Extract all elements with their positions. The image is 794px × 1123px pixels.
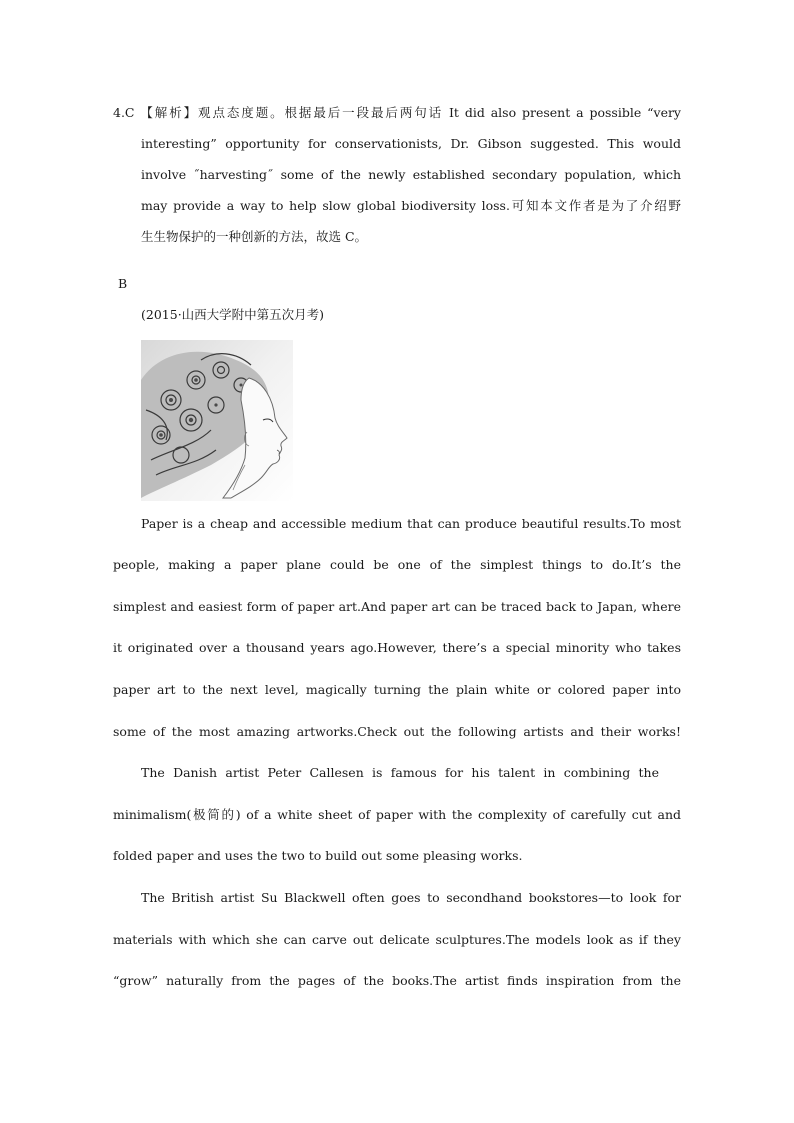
passage-line-9: folded paper and uses the two to build out some pleasing works.: [113, 848, 523, 863]
passage-line-4: it originated over a thousand years ago.However, there’s a special minority who takes: [113, 640, 681, 655]
passage-line-3: simplest and easiest form of paper art.And paper art can be traced back to Japan, where: [113, 599, 681, 614]
passage-line-1: Paper is a cheap and accessible medium that can produce beautiful results.To most: [141, 516, 681, 531]
passage-line-7: The Danish artist Peter Callesen is famous for his talent in combining the: [141, 765, 659, 780]
source-citation: (2015·山西大学附中第五次月考): [141, 307, 325, 322]
passage-line-11: materials with which she can carve out delicate sculptures.The models look as if they: [113, 932, 681, 947]
paper-art-portrait-illustration: [141, 340, 293, 501]
answer-line-2: interesting” opportunity for conservationists, Dr. Gibson suggested. This would: [141, 136, 681, 151]
section-label: B: [118, 276, 128, 291]
passage-line-10: The British artist Su Blackwell often goes to secondhand bookstores—to look for: [141, 890, 681, 905]
answer-line-3: involve ˝harvesting˝ some of the newly established secondary population, which: [141, 167, 681, 182]
passage-line-12: “grow” naturally from the pages of the books.The artist finds inspiration from the: [113, 973, 681, 988]
passage-line-5: paper art to the next level, magically turning the plain white or colored paper into: [113, 682, 681, 697]
answer-line-1: 4.C 【解析】观点态度题。根据最后一段最后两句话 It did also present a possible “very: [113, 105, 681, 120]
answer-line-4: may provide a way to help slow global biodiversity loss.可知本文作者是为了介绍野: [141, 198, 681, 213]
passage-line-8: minimalism(极简的) of a white sheet of paper with the complexity of carefully cut and: [113, 807, 681, 822]
passage-line-6: some of the most amazing artworks.Check out the following artists and their works!: [113, 724, 681, 739]
answer-line-5: 生生物保护的一种创新的方法，故选 C。: [141, 229, 368, 244]
passage-line-2: people, making a paper plane could be one of the simplest things to do.It’s the: [113, 557, 681, 572]
